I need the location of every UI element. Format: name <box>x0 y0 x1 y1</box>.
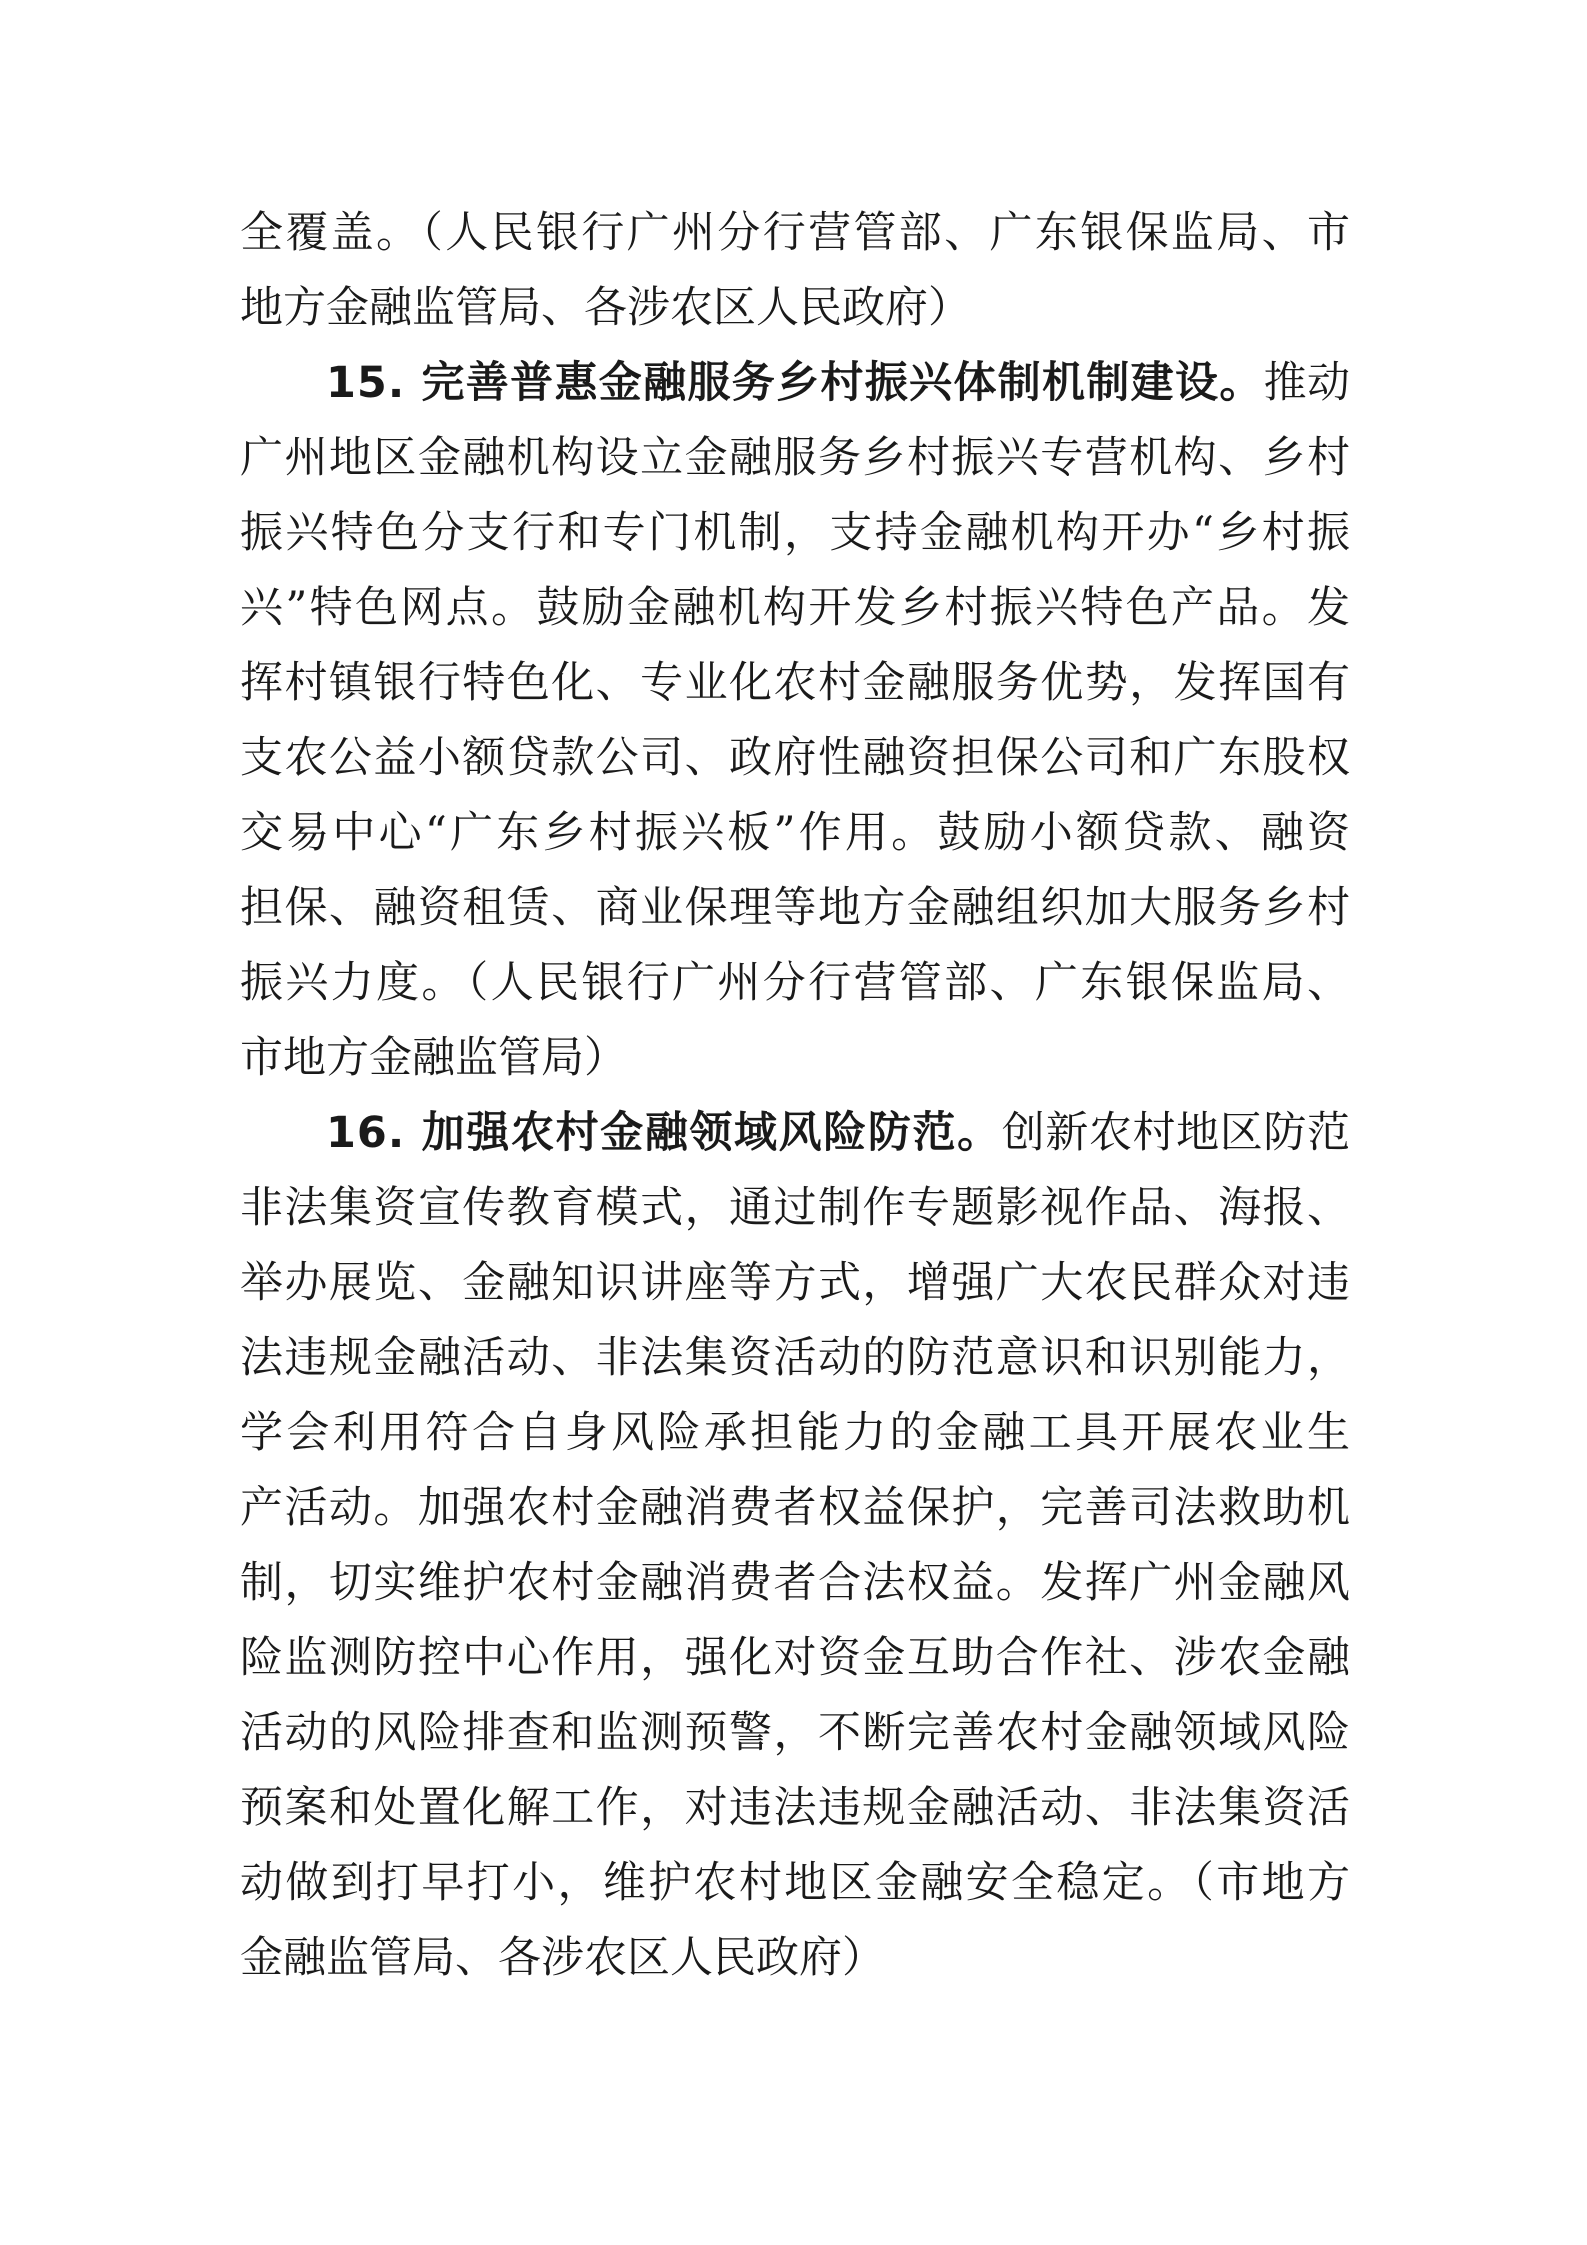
text-line: 制，切实维护农村金融消费者合法权益。发挥广州金融风 <box>240 1558 1350 1608</box>
text-line: 支农公益小额贷款公司、政府性融资担保公司和广东股权 <box>240 733 1350 783</box>
text-line: 交易中心“广东乡村振兴板”作用。鼓励小额贷款、融资 <box>240 808 1350 858</box>
text-line: 产活动。加强农村金融消费者权益保护，完善司法救助机 <box>240 1483 1350 1533</box>
item-15-heading: 15. 完善普惠金融服务乡村振兴体制机制建设。 <box>326 358 1264 408</box>
text-line: 全覆盖。（人民银行广州分行营管部、广东银保监局、市 <box>240 208 1350 258</box>
text-line: 市地方金融监管局） <box>240 1033 627 1083</box>
text-line: 挥村镇银行特色化、专业化农村金融服务优势，发挥国有 <box>240 658 1350 708</box>
text-line: 振兴特色分支行和专门机制，支持金融机构开办“乡村振 <box>240 508 1350 558</box>
text-line: 法违规金融活动、非法集资活动的防范意识和识别能力， <box>240 1333 1350 1383</box>
text-line: 活动的风险排查和监测预警，不断完善农村金融领域风险 <box>240 1708 1350 1758</box>
text-line: 担保、融资租赁、商业保理等地方金融组织加大服务乡村 <box>240 883 1350 933</box>
text-line: 动做到打早打小，维护农村地区金融安全稳定。（市地方 <box>240 1858 1350 1908</box>
item-16-lead: 创新农村地区防范 <box>1001 1108 1350 1158</box>
text-line: 举办展览、金融知识讲座等方式，增强广大农民群众对违 <box>240 1258 1350 1308</box>
text-line: 振兴力度。（人民银行广州分行营管部、广东银保监局、 <box>240 958 1350 1008</box>
text-line: 预案和处置化解工作，对违法违规金融活动、非法集资活 <box>240 1783 1350 1833</box>
document-body <box>240 196 1350 1996</box>
text-line: 广州地区金融机构设立金融服务乡村振兴专营机构、乡村 <box>240 433 1350 483</box>
text-line: 兴”特色网点。鼓励金融机构开发乡村振兴特色产品。发 <box>240 583 1350 633</box>
text-line: 金融监管局、各涉农区人民政府） <box>240 1933 885 1983</box>
item-16-first-line <box>240 1096 1350 1171</box>
item-15-lead: 推动 <box>1263 358 1350 408</box>
item-15-first-line <box>240 346 1350 421</box>
item-16-heading: 16. 加强农村金融领域风险防范。 <box>326 1108 1002 1158</box>
text-line: 学会利用符合自身风险承担能力的金融工具开展农业生 <box>240 1408 1350 1458</box>
text-line: 地方金融监管局、各涉农区人民政府） <box>240 283 971 333</box>
text-line: 险监测防控中心作用，强化对资金互助合作社、涉农金融 <box>240 1633 1350 1683</box>
text-line: 非法集资宣传教育模式，通过制作专题影视作品、海报、 <box>240 1183 1350 1233</box>
